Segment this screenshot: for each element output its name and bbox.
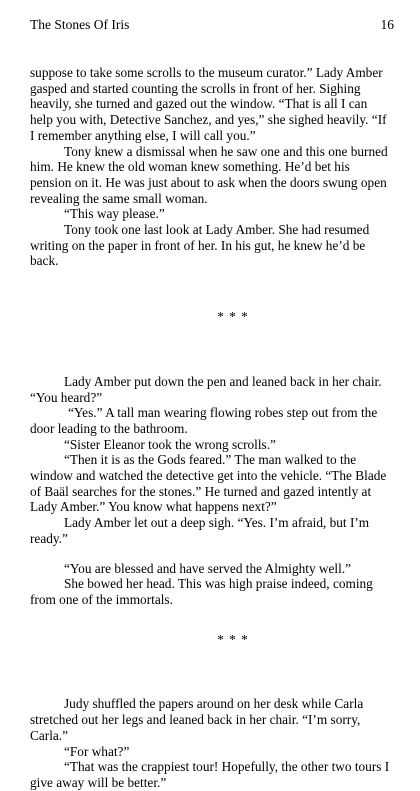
paragraph: “You are blessed and have served the Almighty well.” (64, 560, 352, 576)
page-number: 16 (380, 17, 394, 32)
scene-separator: * * * (217, 309, 249, 325)
paragraph: “For what?” (64, 743, 130, 759)
paragraph: Tony knew a dismissal when he saw one and this one burned him. He knew the old woman knew something. He’d bet his pension on it. He was just about to ask when the doors swung open revealing the same small woman. (30, 143, 388, 206)
paragraph: Tony took one last look at Lady Amber. She had resumed writing on the paper in front of her. In his gut, he knew he’d be back. (30, 222, 370, 269)
paragraph: “Then it is as the Gods feared.” The man walked to the window and watched the detective get into the vehicle. “The Blade of Baäl searches for the stones.” He turned and gazed intently at Lady Amber.” You know what happens next?” (30, 452, 387, 515)
paragraph: suppose to take some scrolls to the museum curator.” Lady Amber gasped and started counting the scrolls in front of her. Sighing heavily, she turned and gazed out the window. “That is all I can help you with, Detective Sanchez, and yes,” she sighed heavily. “If I remember anything else, I will call you.” (30, 65, 387, 143)
paragraph: Judy shuffled the papers around on her desk while Carla stretched out her legs and leaned back in her chair. “I’m sorry, Carla.” (30, 696, 364, 743)
paragraph: “Sister Eleanor took the wrong scrolls.” (64, 436, 276, 452)
page-header (30, 17, 394, 33)
paragraph: She bowed her head. This was high praise indeed, coming from one of the immortals. (30, 576, 373, 607)
paragraph: “Yes.” A tall man wearing flowing robes step out from the door leading to the bathroom. (30, 405, 378, 436)
paragraph: Lady Amber let out a deep sigh. “Yes. I’m afraid, but I’m ready.” (30, 515, 370, 546)
paragraph: Lady Amber put down the pen and leaned back in her chair. “You heard?” (30, 373, 382, 405)
paragraph: “That was the crappiest tour! Hopefully, the other two tours I give away will be better.” (30, 759, 390, 790)
scene-separator: * * * (217, 631, 249, 647)
paragraph: “This way please.” (64, 206, 165, 222)
page-body (30, 65, 392, 791)
book-title: The Stones Of Iris (30, 17, 130, 32)
